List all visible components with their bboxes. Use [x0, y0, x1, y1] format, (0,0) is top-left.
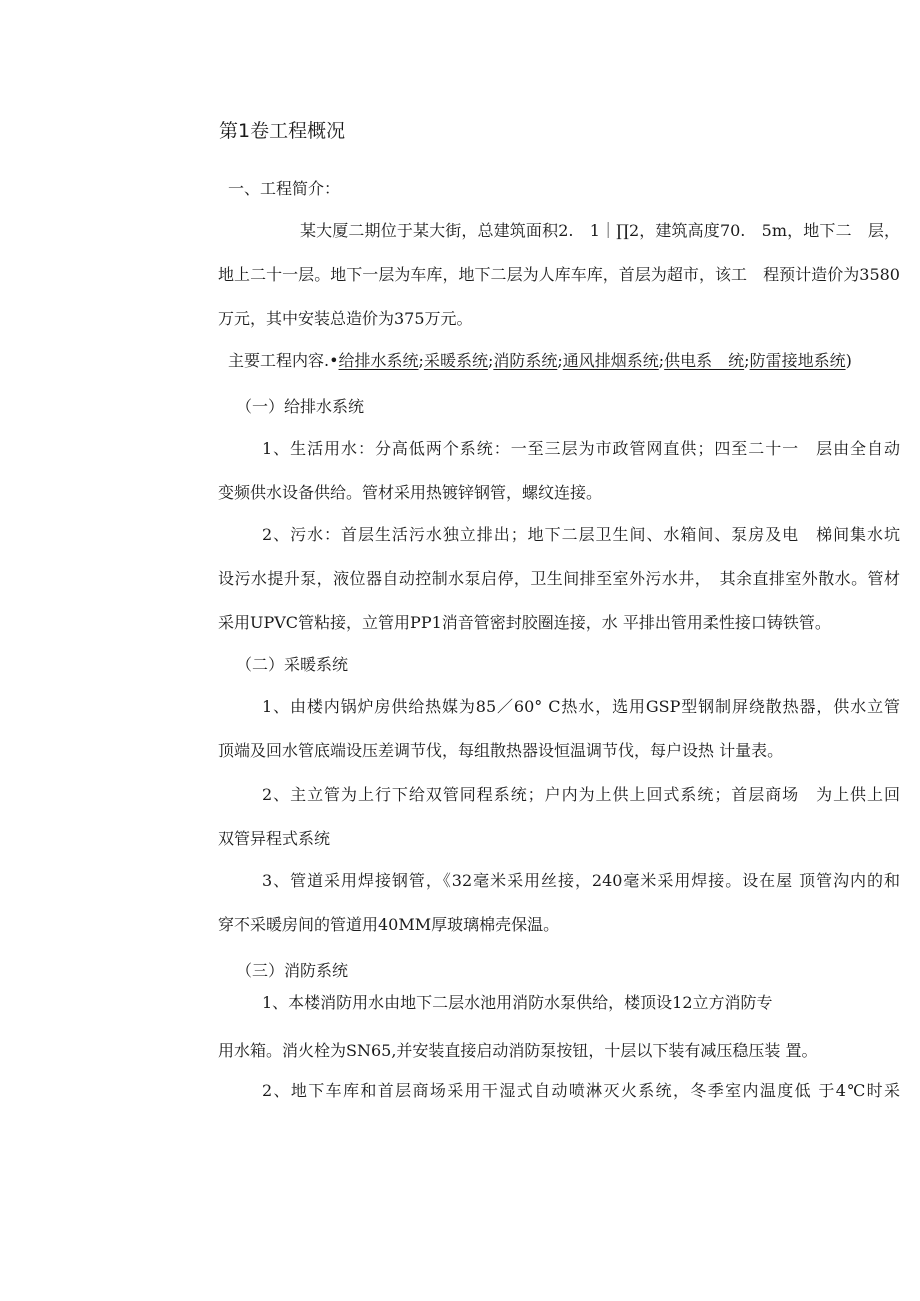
item-lightning-system: 防雷接地系统	[749, 351, 846, 370]
separator: ;	[658, 351, 665, 370]
separator: ;	[557, 351, 563, 370]
text-line: 2、地下车库和首层商场采用干湿式自动喷淋灭火系统，冬季室内温度低 于4℃时采	[262, 1081, 900, 1100]
item-heating-system: 采暖系统	[423, 351, 488, 370]
document-title: 第1卷工程概况	[219, 120, 346, 142]
water-paragraph-2	[218, 524, 900, 634]
fire-paragraph-1	[218, 992, 818, 1062]
heating-paragraph-3	[218, 870, 900, 936]
fire-paragraph-2	[218, 1080, 900, 1102]
text-line: 1、生活用水：分高低两个系统：一至三层为市政管网直供；四至二十一 层由全自动	[262, 439, 900, 458]
text-line: 万元，其中安装总造价为375万元。	[218, 309, 473, 328]
text-line: 1、由楼内锅炉房供给热媒为85／60° C热水，选用GSP型钢制屏绕散热器，供水立管	[262, 697, 900, 716]
separator: ;	[487, 351, 494, 370]
item-fire-system: 消防系统	[493, 351, 558, 370]
text-line: 地上二十一层。地下一层为车库，地下二层为人库车库，首层为超市，该工 程预计造价为3580	[218, 265, 900, 284]
item-ventilation-system: 通风排烟系统	[562, 351, 659, 370]
item-water-system: 给排水系统	[338, 351, 419, 370]
text-line: 采用UPVC管粘接，立管用PP1消音管密封胶圈连接，水 平排出管用柔性接口铸铁管。	[218, 613, 831, 632]
heating-paragraph-2	[218, 784, 900, 850]
text-line: 变频供水设备供给。管材采用热镀锌钢管，螺纹连接。	[218, 483, 603, 502]
text-line: 顶端及回水管底端设压差调节伐，每组散热器设恒温调节伐，每户设热 计量表。	[218, 741, 784, 760]
heating-paragraph-1	[218, 696, 900, 762]
text-line: 双管异程式系统	[218, 829, 331, 848]
intro-paragraph	[218, 220, 900, 330]
text-line: 1、本楼消防用水由地下二层水池用消防水泵供给，楼顶设12立方消防专	[262, 993, 773, 1012]
subsection-heading-heating: （二）采暖系统	[236, 655, 349, 674]
text-line: 2、主立管为上行下给双管同程系统；户内为上供上回式系统；首层商场 为上供上回	[262, 785, 900, 804]
separator: ;	[418, 351, 424, 370]
item-power-system: 供电系 统	[664, 351, 745, 370]
main-content-line	[228, 350, 852, 372]
subsection-heading-water: （一）给排水系统	[236, 397, 365, 416]
text-line: 2、污水：首层生活污水独立排出；地下二层卫生间、水箱间、泵房及电 梯间集水坑	[262, 525, 900, 544]
text-line: 某大厦二期位于某大街，总建筑面积2. 1｜∏2，建筑高度70. 5m，地下二 层，	[300, 221, 900, 240]
separator: ;	[744, 351, 750, 370]
water-paragraph-1	[218, 438, 900, 504]
section-heading-overview: 一、工程简介：	[228, 179, 341, 198]
main-content-label: 主要工程内容.•	[228, 351, 339, 370]
text-line: 3、管道采用焊接钢管，《32毫米采用丝接，240毫米采用焊接。设在屋 顶管沟内的和	[262, 871, 900, 890]
text-line: 用水箱。消火栓为SN65,并安装直接启动消防泵按钮，十层以下装有减压稳压装 置。	[218, 1041, 818, 1060]
closing-paren: )	[845, 351, 852, 370]
subsection-heading-fire: （三）消防系统	[236, 961, 349, 980]
text-line: 设污水提升泵，液位器自动控制水泵启停，卫生间排至室外污水井， 其余直排室外散水。管材	[218, 569, 900, 588]
text-line: 穿不采暖房间的管道用40MM厚玻璃棉壳保温。	[218, 915, 560, 934]
